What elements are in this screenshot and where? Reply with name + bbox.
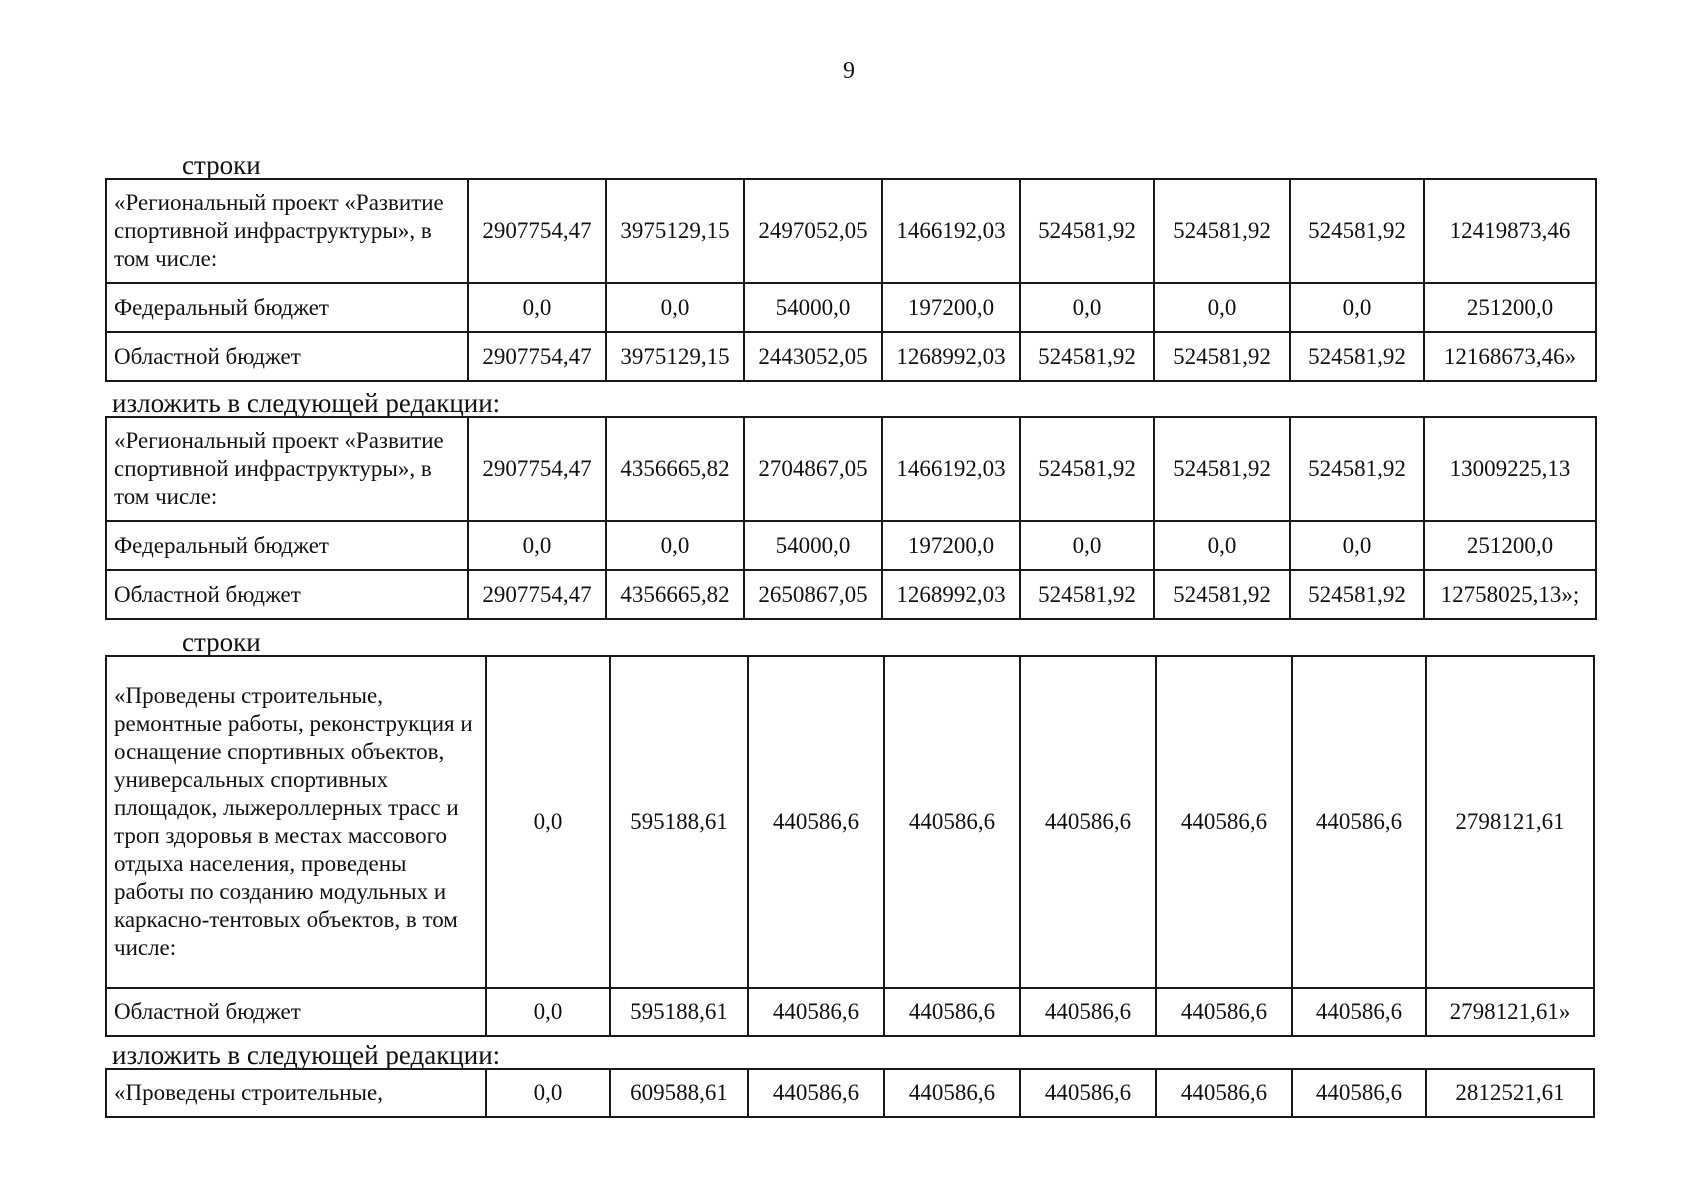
value-cell: 0,0 [1290, 283, 1424, 332]
row-name: Областной бюджет [106, 332, 468, 381]
row-name: Федеральный бюджет [106, 283, 468, 332]
row-name: «Проведены строительные, ремонтные работы, реконструкция и оснащение спортивных объектов, универсальных спортивных площадок, лыжероллерных трасс и троп здоровья в местах массового отдыха населения, проведены работы по созданию модульных и каркасно-тентовых объектов, в том числе: [106, 656, 486, 988]
value-cell: 54000,0 [744, 521, 882, 570]
table-row [106, 283, 1596, 332]
value-cell: 524581,92 [1154, 332, 1290, 381]
total-cell: 251200,0 [1424, 283, 1596, 332]
value-cell: 440586,6 [748, 656, 884, 988]
value-cell: 0,0 [468, 283, 606, 332]
value-cell: 2497052,05 [744, 179, 882, 283]
table-row [106, 417, 1596, 521]
value-cell: 524581,92 [1020, 570, 1154, 619]
value-cell: 440586,6 [884, 656, 1020, 988]
value-cell: 440586,6 [1020, 656, 1156, 988]
value-cell: 524581,92 [1154, 570, 1290, 619]
table-row [106, 1069, 1594, 1117]
section-label-rows: строки [182, 627, 261, 657]
total-cell: 2812521,61 [1426, 1069, 1594, 1117]
table-row [106, 332, 1596, 381]
value-cell: 524581,92 [1290, 417, 1424, 521]
value-cell: 440586,6 [1292, 1069, 1426, 1117]
value-cell: 3975129,15 [606, 179, 744, 283]
value-cell: 2907754,47 [468, 179, 606, 283]
value-cell: 440586,6 [1156, 656, 1292, 988]
value-cell: 440586,6 [748, 988, 884, 1036]
total-cell: 13009225,13 [1424, 417, 1596, 521]
budget-table-old-construction-works [105, 655, 1595, 1037]
value-cell: 524581,92 [1020, 332, 1154, 381]
row-name: «Проведены строительные, [106, 1069, 486, 1117]
value-cell: 0,0 [468, 521, 606, 570]
value-cell: 524581,92 [1020, 179, 1154, 283]
table-row [106, 988, 1594, 1036]
value-cell: 2907754,47 [468, 332, 606, 381]
value-cell: 2907754,47 [468, 570, 606, 619]
value-cell: 440586,6 [1292, 656, 1426, 988]
value-cell: 609588,61 [610, 1069, 748, 1117]
budget-table-new-construction-works [105, 1068, 1595, 1118]
row-name: «Региональный проект «Развитие спортивной инфраструктуры», в том числе: [106, 417, 468, 521]
value-cell: 595188,61 [610, 656, 748, 988]
value-cell: 0,0 [1154, 521, 1290, 570]
value-cell: 440586,6 [1292, 988, 1426, 1036]
value-cell: 1466192,03 [882, 179, 1020, 283]
value-cell: 1268992,03 [882, 570, 1020, 619]
table-row [106, 179, 1596, 283]
value-cell: 3975129,15 [606, 332, 744, 381]
section-label-new-edition: изложить в следующей редакции: [112, 1040, 501, 1070]
value-cell: 0,0 [1020, 283, 1154, 332]
value-cell: 0,0 [1020, 521, 1154, 570]
value-cell: 197200,0 [882, 283, 1020, 332]
value-cell: 2443052,05 [744, 332, 882, 381]
budget-table-new-regional-project [105, 416, 1597, 620]
value-cell: 0,0 [606, 521, 744, 570]
page-number: 9 [843, 58, 855, 84]
value-cell: 0,0 [1154, 283, 1290, 332]
table-row [106, 521, 1596, 570]
value-cell: 4356665,82 [606, 417, 744, 521]
total-cell: 251200,0 [1424, 521, 1596, 570]
value-cell: 4356665,82 [606, 570, 744, 619]
value-cell: 0,0 [606, 283, 744, 332]
value-cell: 0,0 [486, 1069, 610, 1117]
table-row [106, 656, 1594, 988]
section-label-rows: строки [182, 150, 261, 180]
value-cell: 524581,92 [1020, 417, 1154, 521]
row-name: Областной бюджет [106, 570, 468, 619]
value-cell: 524581,92 [1154, 417, 1290, 521]
value-cell: 0,0 [1290, 521, 1424, 570]
row-name: «Региональный проект «Развитие спортивной инфраструктуры», в том числе: [106, 179, 468, 283]
value-cell: 440586,6 [1156, 988, 1292, 1036]
value-cell: 1466192,03 [882, 417, 1020, 521]
value-cell: 0,0 [486, 656, 610, 988]
value-cell: 2650867,05 [744, 570, 882, 619]
total-cell: 12168673,46» [1424, 332, 1596, 381]
row-name: Федеральный бюджет [106, 521, 468, 570]
value-cell: 440586,6 [748, 1069, 884, 1117]
value-cell: 595188,61 [610, 988, 748, 1036]
value-cell: 524581,92 [1290, 179, 1424, 283]
value-cell: 2907754,47 [468, 417, 606, 521]
value-cell: 1268992,03 [882, 332, 1020, 381]
value-cell: 440586,6 [1020, 988, 1156, 1036]
total-cell: 12758025,13»; [1424, 570, 1596, 619]
value-cell: 54000,0 [744, 283, 882, 332]
row-name: Областной бюджет [106, 988, 486, 1036]
value-cell: 440586,6 [1020, 1069, 1156, 1117]
value-cell: 524581,92 [1290, 570, 1424, 619]
value-cell: 440586,6 [884, 988, 1020, 1036]
value-cell: 440586,6 [1156, 1069, 1292, 1117]
table-row [106, 570, 1596, 619]
value-cell: 524581,92 [1290, 332, 1424, 381]
total-cell: 12419873,46 [1424, 179, 1596, 283]
value-cell: 440586,6 [884, 1069, 1020, 1117]
value-cell: 2704867,05 [744, 417, 882, 521]
total-cell: 2798121,61» [1426, 988, 1594, 1036]
value-cell: 197200,0 [882, 521, 1020, 570]
total-cell: 2798121,61 [1426, 656, 1594, 988]
budget-table-old-regional-project [105, 178, 1597, 382]
value-cell: 0,0 [486, 988, 610, 1036]
section-label-new-edition: изложить в следующей редакции: [112, 388, 501, 418]
value-cell: 524581,92 [1154, 179, 1290, 283]
